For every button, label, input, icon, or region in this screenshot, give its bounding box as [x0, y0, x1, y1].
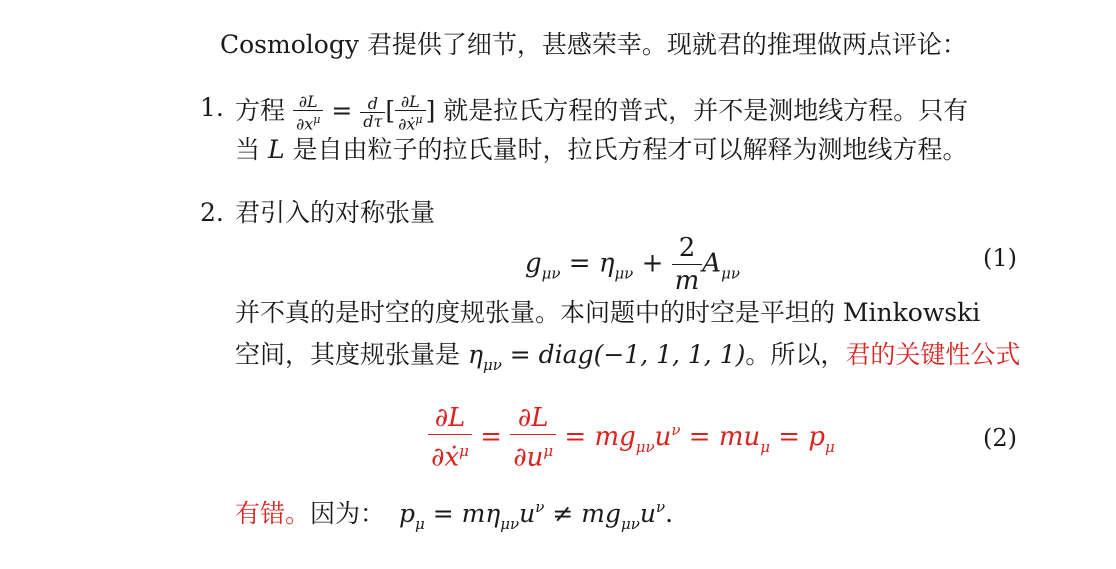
- item-2-lead: 君引入的对称张量: [235, 198, 436, 227]
- final-inequality: $p_\mu = m\eta_{\mu\nu}u^\nu \ne mg_{\mu\nu}u^\nu$: [398, 498, 666, 533]
- key-formula-label: 君的关键性公式: [845, 340, 1021, 369]
- intro-sentence: Cosmology 君提供了细节，甚感荣幸。现就君的推理做两点评论：: [220, 30, 967, 59]
- item-1-line-1: [235, 93, 968, 132]
- item-2-para-line-1: 并不真的是时空的度规张量。本问题中的时空是平坦的 Minkowski: [235, 298, 981, 327]
- para-line2-post: 。所以，: [745, 340, 846, 369]
- intro-text: [220, 30, 967, 60]
- frac-dl-dxdot-2: $\frac{\partial L}{\partial ẋ^\mu}$: [428, 402, 472, 474]
- para-line2-pre: 空间，其度规张量是: [235, 340, 461, 369]
- final-period: .: [665, 499, 674, 528]
- equation-2: $\frac{\partial L}{\partial ẋ^\mu}$ = $\frac{\partial L}{\partial u^\mu}$ = $mg_{\mu\nu}u^\nu = mu_\mu = p_\mu$: [428, 402, 835, 474]
- because-label: 因为：: [310, 499, 386, 528]
- lagrange-equation: $\frac{\partial L}{\partial x^\mu}$ = $\frac{d}{d\tau}$ [ $\frac{\partial L}{\partial ẋ^\mu}$ ]: [293, 96, 443, 125]
- frac-2-m: $\frac{2}{m}$: [672, 232, 703, 297]
- frac-d-dtau: $\frac{d}{d\tau}$: [360, 95, 385, 130]
- item-1-after-eq: 就是拉氏方程的普式，并不是测地线方程。只有: [443, 96, 969, 126]
- frac-dl-du: $\frac{\partial L}{\partial u^\mu}$: [510, 402, 556, 474]
- item-1-line2-pre: 当: [235, 135, 261, 164]
- item-1-line2-post: 是自由粒子的拉氏量时，拉氏方程才可以解释为测地线方程。: [292, 135, 968, 164]
- item-2-number: 2.: [200, 198, 224, 227]
- frac-dl-dxdot: $\frac{\partial L}{\partial ẋ^\mu}$: [395, 93, 425, 132]
- item-2-para-line-2: 空间，其度规张量是 $\eta_{\mu\nu}$ = diag(−1, 1, 1, 1)。所以，君的关键性公式: [235, 340, 1021, 374]
- item-1-number: 1.: [200, 93, 224, 122]
- item-1-line-2: [235, 135, 968, 165]
- equation-2-number: (2): [983, 424, 1017, 452]
- equation-1: $g_{\mu\nu} = \eta_{\mu\nu}$ + $\frac{2}{m}$ $A_{\mu\nu}$: [525, 233, 740, 296]
- equation-1-number: (1): [983, 244, 1017, 272]
- item-1-line2-var: L: [267, 135, 285, 164]
- wrong-label: 有错。: [235, 499, 311, 528]
- item-1-lead: 方程: [235, 96, 286, 126]
- item-2-final-line: [235, 492, 673, 539]
- frac-dl-dx: $\frac{\partial L}{\partial x^\mu}$: [293, 93, 323, 132]
- metric-value: = diag(−1, 1, 1, 1): [509, 340, 746, 369]
